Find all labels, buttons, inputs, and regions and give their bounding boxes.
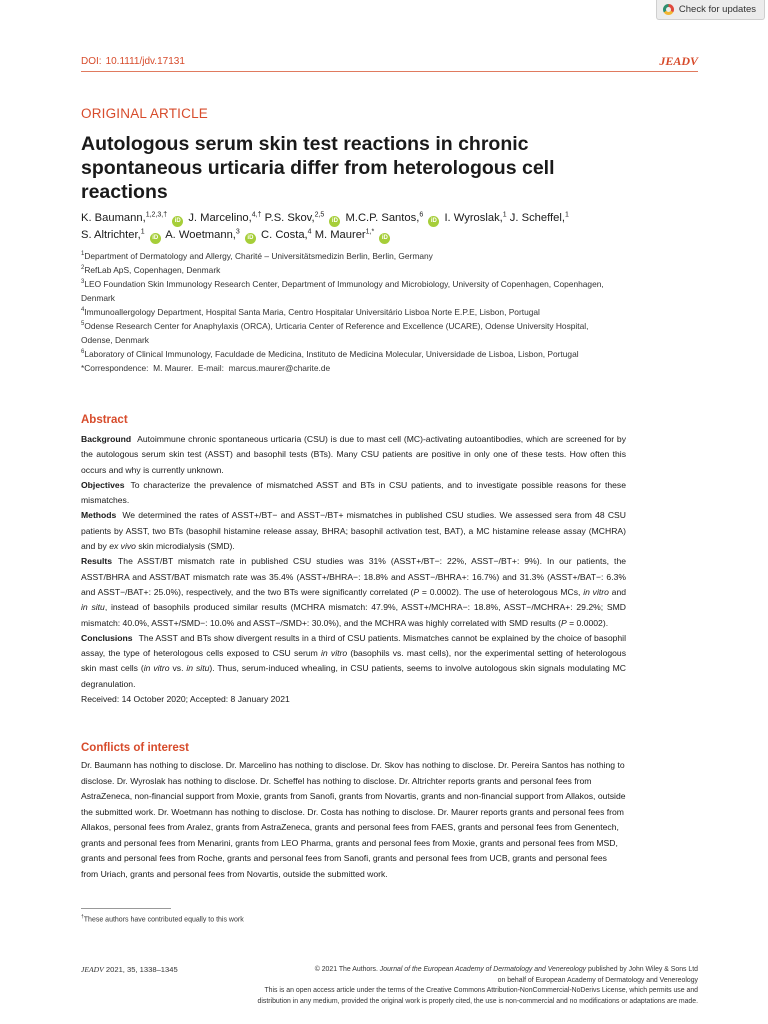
orcid-icon[interactable]: iD: [150, 233, 161, 244]
author-affiliation-sup: 1,*: [365, 228, 375, 236]
background-text: Autoimmune chronic spontaneous urticaria (CSU) is due to mast cell (MC)-activating autoantibodies, which are screened for by the autologous serum skin test (ASST) and basophil tests (BTs). Many CSU patients are positive in only one of these tests. How often this occurs and why is currently unknown.: [81, 434, 626, 475]
article-title: Autologous serum skin test reactions in chronic spontaneous urticaria differ from heterologous cell reactions: [81, 133, 555, 203]
journal-full-name: Journal of the European Academy of Dermatology and Venereology: [379, 966, 587, 973]
check-for-updates-label: Check for updates: [678, 4, 756, 15]
doi-label: DOI:: [81, 56, 102, 67]
author-affiliation-sup: 1: [502, 211, 507, 219]
conflicts-text: Dr. Baumann has nothing to disclose. Dr. Marcelino has nothing to disclose. Dr. Skov has nothing to disclose. Dr. Pereira Santos has nothing to disclose. Dr. Wyroslak has nothing to disclose. Dr. Scheffel has nothing to disclose. Dr. Altrichter reports grants and personal fees from AstraZeneca, non-financial support from Moxie, grants from Sanofi, grants from Novartis, grants and non-financial support from Allakos, outside the submitted work. Dr. Woetmann has nothing to disclose. Dr. Costa has nothing to disclose. Dr. Maurer reports grants and personal fees from Allakos, personal fees from Aralez, grants from AstraZeneca, grants and personal fees from FAES, grants and personal fees from Genentech, grants and personal fees from Menarini, grants from LEO Pharma, grants and personal fees from Moxie, grants and personal fees from MSD, grants and personal fees from Roche, grants and personal fees from Sanofi, grants and personal fees from UCB, grants and personal fees from Uriach, grants and personal fees from Novartis, outside the submitted work.: [81, 760, 626, 879]
affiliation-list: [81, 249, 621, 375]
copyright-text: © 2021 The Authors.: [314, 966, 380, 973]
author-affiliation-sup: 3: [235, 228, 240, 236]
conclusions-text: ). Thus, serum-induced whealing, in CSU patients, seems to involve autologous skin signals modulating MC degranulation.: [81, 663, 627, 689]
methods-label: Methods: [81, 510, 117, 521]
results-text: The ASST/BT mismatch rate in published CSU studies was 31% (ASST+/BT−: 22%, ASST−/BT+: 9%). In our patients, the ASST/BHRA and ASST/BAT mismatch rate was 35.4% (ASST+/BHRA−: 18.8% and ASST−/BHRA+: 16.7%) and 31.3% (ASST+/BAT−: 6.3% and ASST−/BAT+: 25.0%), respectively, and the two BTs were significantly correlated (: [81, 556, 626, 597]
footnote: [81, 914, 244, 923]
license-line: distribution in any medium, provided the original work is properly cited, the use is non-commercial and no modifications or adaptations are made.: [257, 997, 698, 1005]
methods-text: We determined the rates of ASST+/BT− and ASST−/BT+ mismatches in published CSU studies. We assessed sera from 48 CSU patients by ASST, two BTs (basophil histamine release assay, BHRA; basophil activation test, BAT), a MC histamine release assay (MCHRA) and by: [81, 510, 626, 552]
conclusions-label: Conclusions: [81, 632, 133, 643]
affiliation-text: Department of Dermatology and Allergy, Charité – Universitätsmedizin Berlin, Berlin, Germany: [84, 251, 433, 261]
crossmark-icon: [663, 4, 674, 15]
copyright-line: on behalf of European Academy of Dermatology and Venereology: [497, 976, 698, 984]
abstract-background: [81, 432, 626, 478]
results-text: = 0.0002).: [566, 617, 609, 628]
affiliation-number: 4: [81, 307, 85, 314]
abstract-objectives: [81, 478, 626, 509]
correspondence-name: M. Maurer.: [153, 363, 194, 373]
author-list: [81, 210, 641, 244]
author-affiliation-sup: 1,2,3,†: [145, 211, 168, 219]
author-name: J. Scheffel,: [509, 212, 565, 224]
footer-copyright: [228, 965, 698, 1007]
affiliation-number: 2: [81, 265, 85, 272]
abstract-results: [81, 554, 626, 630]
conclusions-italic: in vitro: [143, 663, 170, 674]
conclusions-text: (basophils vs. mast cells), nor the experimental setting of heterologous skin mast cells (: [81, 648, 626, 674]
footer-citation-text: 2021, 35, 1338–1345: [105, 965, 178, 974]
orcid-icon[interactable]: iD: [379, 233, 390, 244]
affiliation: [81, 277, 621, 305]
conflicts-heading: Conflicts of interest: [81, 742, 189, 754]
results-text: , instead of basophils produced similar results (MCHRA mismatch: 47.9%, ASST+/MCHRA−: 18.8%, ASST−/MCHRA+: 29.2%; SMD mismatch: 40.0%, ASST+/SMD−: 10.0% and ASST−/SMD+: 30.0%), and the MCHRA was highly correlated with SMD results (: [81, 602, 626, 628]
footnote-rule: [81, 908, 171, 909]
affiliation: [81, 263, 621, 277]
results-italic: in vitro: [583, 586, 609, 597]
abstract-body: [81, 432, 626, 707]
author-name: I. Wyroslak,: [444, 212, 503, 224]
author-name: C. Costa,: [261, 229, 308, 241]
affiliation-text: Immunoallergology Department, Hospital Santa Maria, Centro Hospitalar Universitário Lisboa Norte E.P.E, Lisbon, Portugal: [84, 307, 540, 317]
affiliation-text: Odense Research Center for Anaphylaxis (ORCA), Urticaria Center of Reference and Excellence (UCARE), Odense University Hospital, Odense, Denmark: [81, 321, 589, 345]
affiliation-text: RefLab ApS, Copenhagen, Denmark: [84, 265, 221, 275]
received-dates: Received: 14 October 2020; Accepted: 8 January 2021: [81, 694, 290, 705]
author-affiliation-sup: 1: [564, 211, 569, 219]
affiliation: [81, 249, 621, 263]
results-text: and: [608, 586, 627, 597]
footnote-text: These authors have contributed equally to this work: [83, 916, 244, 924]
results-label: Results: [81, 556, 113, 567]
objectives-text: To characterize the prevalence of mismatched ASST and BTs in CSU patients, and to investigate possible reasons for these mismatches.: [81, 479, 626, 506]
conclusions-text: The ASST and BTs show divergent results in a third of CSU patients. Mismatches cannot be explained by the choice of basophil assay, the type of heterologous cells exposed to CSU serum: [81, 632, 626, 659]
email-link[interactable]: marcus.maurer@charite.de: [228, 363, 331, 373]
orcid-icon[interactable]: iD: [329, 216, 340, 227]
abstract-heading: Abstract: [81, 414, 128, 426]
author-name: A. Woetmann,: [165, 229, 236, 241]
footer-citation: [81, 965, 178, 974]
author-name: S. Altrichter,: [81, 229, 141, 241]
doi-link[interactable]: 10.1111/jdv.17131: [105, 56, 185, 67]
copyright-line: [228, 965, 698, 976]
conclusions-text: vs.: [169, 663, 187, 674]
orcid-icon[interactable]: iD: [428, 216, 439, 227]
author-affiliation-sup: 2,5: [314, 211, 325, 219]
objectives-label: Objectives: [81, 479, 125, 490]
methods-italic: ex vivo: [109, 541, 136, 552]
author-name: P.S. Skov,: [264, 212, 315, 224]
license-line: This is an open access article under the terms of the Creative Commons Attribution-NonCommercial-NoDerivs License, which permits use and: [264, 987, 698, 994]
email-label: E-mail:: [197, 363, 224, 373]
affiliation-text: Laboratory of Clinical Immunology, Faculdade de Medicina, Instituto de Medicina Molecular, Universidade de Lisboa, Lisbon, Portugal: [84, 349, 579, 359]
affiliation: [81, 319, 621, 347]
check-for-updates-button[interactable]: [656, 0, 765, 20]
author-name: M.C.P. Santos,: [345, 212, 420, 224]
results-text: = 0.0002). The use of heterologous MCs,: [419, 586, 584, 597]
p-value-symbol: P: [561, 617, 567, 628]
abstract-methods: [81, 508, 626, 554]
background-label: Background: [81, 434, 132, 444]
orcid-icon[interactable]: iD: [245, 233, 256, 244]
author-name: M. Maurer: [314, 229, 366, 241]
author-affiliation-sup: 4,†: [251, 211, 262, 219]
conclusions-italic: in vitro: [321, 648, 348, 659]
affiliation: [81, 305, 621, 319]
orcid-icon[interactable]: iD: [172, 216, 183, 227]
affiliation-text: LEO Foundation Skin Immunology Research Center, Department of Immunology and Microbiology, University of Copenhagen, Copenhagen, Denmark: [81, 279, 604, 303]
author-name: K. Baumann,: [81, 212, 146, 224]
footer-journal: JEADV: [81, 965, 104, 974]
journal-name: JEADV: [659, 54, 698, 68]
footnote-mark: †: [81, 914, 84, 920]
results-italic: in situ: [81, 602, 105, 613]
author-affiliation-sup: 4: [307, 228, 312, 236]
affiliation-number: 3: [81, 279, 85, 286]
p-value-symbol: P: [413, 586, 420, 597]
correspondence: [81, 361, 621, 375]
affiliation: [81, 347, 621, 361]
author-name: J. Marcelino,: [188, 212, 252, 224]
copyright-text: published by John Wiley & Sons Ltd: [586, 966, 698, 973]
abstract-conclusions: [81, 631, 626, 692]
affiliation-number: 5: [81, 321, 85, 328]
affiliation-number: 1: [81, 251, 85, 258]
header-rule: [81, 71, 698, 72]
affiliation-number: 6: [81, 349, 85, 356]
methods-text: skin microdialysis (SMD).: [135, 541, 235, 552]
conclusions-italic: in situ: [186, 663, 210, 674]
article-type: ORIGINAL ARTICLE: [81, 106, 208, 121]
author-affiliation-sup: 1: [140, 228, 145, 236]
doi-line: [81, 56, 185, 67]
correspondence-label: *Correspondence:: [81, 363, 149, 373]
author-affiliation-sup: 6: [419, 211, 424, 219]
